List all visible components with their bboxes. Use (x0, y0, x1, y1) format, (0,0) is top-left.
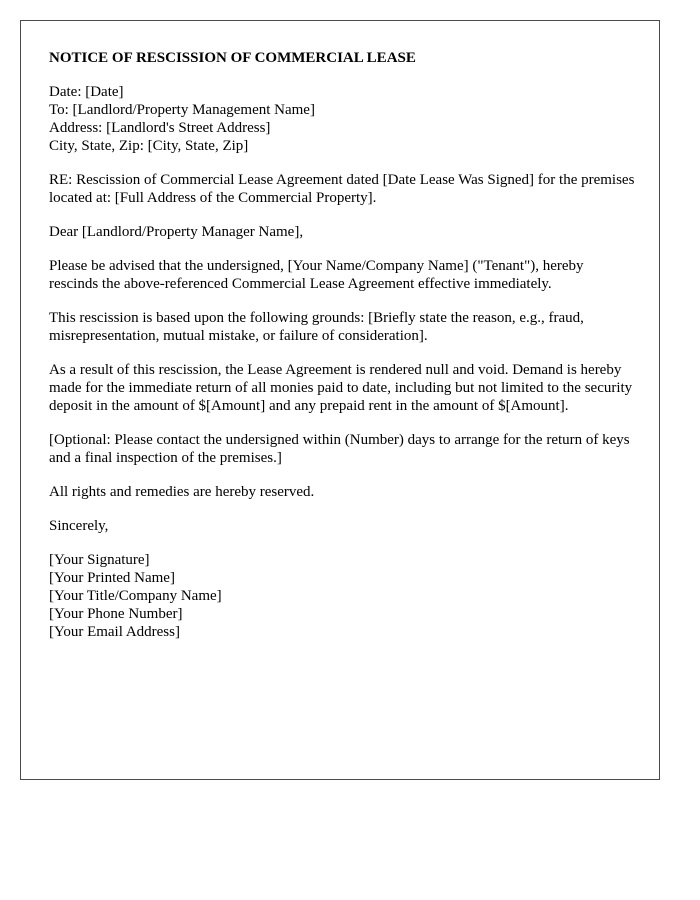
email-line: [Your Email Address] (49, 624, 180, 640)
title-company-line: [Your Title/Company Name] (49, 588, 222, 604)
body-paragraph-reservation: All rights and remedies are hereby reserved. (49, 484, 315, 500)
document-page (20, 20, 660, 780)
document-title: NOTICE OF RESCISSION OF COMMERCIAL LEASE (49, 50, 416, 66)
city-state-zip-line: City, State, Zip: [City, State, Zip] (49, 138, 249, 154)
letter-content (49, 49, 635, 657)
phone-line: [Your Phone Number] (49, 606, 183, 622)
recipient-line: To: [Landlord/Property Management Name] (49, 102, 315, 118)
salutation: Dear [Landlord/Property Manager Name], (49, 224, 304, 240)
closing: Sincerely, (49, 518, 109, 534)
body-paragraph-grounds: This rescission is based upon the following grounds: [Briefly state the reason, e.g., fraud, misrepresentation, mutual mistake, or failure of consideration]. (49, 310, 584, 344)
re-line: RE: Rescission of Commercial Lease Agreement dated [Date Lease Was Signed] for the premises located at: [Full Address of the Commercial Property]. (49, 172, 635, 206)
body-paragraph-notice: Please be advised that the undersigned, [Your Name/Company Name] ("Tenant"), hereby rescinds the above-referenced Commercial Lease Agreement effective immediately. (49, 258, 584, 292)
body-paragraph-demand: As a result of this rescission, the Lease Agreement is rendered null and void. Demand is hereby made for the immediate return of all monies paid to date, including but not limited to the security deposit in the amount of $[Amount] and any prepaid rent in the amount of $[Amount]. (49, 362, 633, 414)
date-line: Date: [Date] (49, 84, 124, 100)
signature-line: [Your Signature] (49, 552, 150, 568)
signature-block (49, 551, 635, 641)
header-block (49, 83, 635, 155)
address-line: Address: [Landlord's Street Address] (49, 120, 271, 136)
printed-name-line: [Your Printed Name] (49, 570, 175, 586)
body-paragraph-optional: [Optional: Please contact the undersigned within (Number) days to arrange for the return of keys and a final inspection of the premises.] (49, 432, 630, 466)
